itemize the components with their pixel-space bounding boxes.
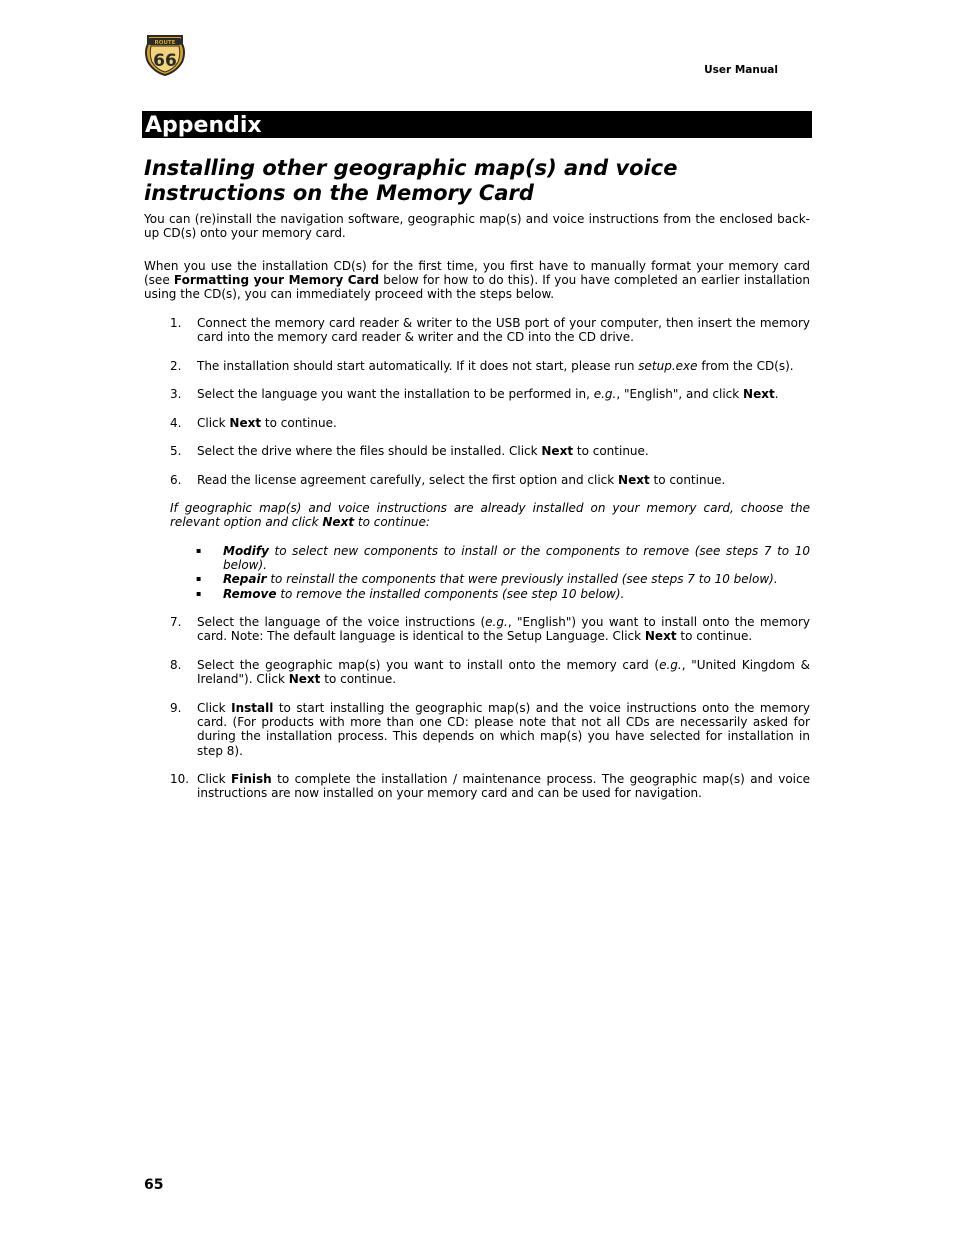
step-number: 9. — [170, 701, 182, 715]
finish-label: Finish — [231, 772, 272, 786]
step-text-part: . — [774, 387, 779, 401]
step-text-part: to continue. — [573, 444, 649, 458]
step-text-part: to continue. — [649, 473, 726, 487]
step-text — [197, 387, 810, 401]
step-number: 1. — [170, 316, 182, 330]
step-text-part: Select the drive where the files should be installed. Click — [197, 444, 542, 458]
step-text — [197, 444, 810, 458]
next-label: Next — [541, 444, 574, 458]
option-name: Modify — [223, 544, 269, 558]
step-text-part: to continue. — [261, 416, 337, 430]
option-description: to select new components to install or the components to remove (see steps 7 to 10 below). — [223, 544, 810, 573]
step-number: 7. — [170, 615, 182, 629]
step-text-part: from the CD(s). — [697, 359, 794, 373]
svg-text:66: 66 — [153, 51, 177, 71]
document-label: User Manual — [704, 64, 778, 76]
bullet-icon: ▪ — [196, 546, 202, 555]
step-text-part: , "United Kingdom & Ireland"). Click — [197, 658, 811, 687]
step-text-part: Select the language you want the installation to be performed in, — [197, 387, 594, 401]
example-abbrev: e.g. — [485, 615, 508, 629]
page-number: 65 — [144, 1177, 164, 1193]
step-text-part: Click — [197, 416, 230, 430]
step-text-part: Select the geographic map(s) you want to install onto the memory card ( — [197, 658, 660, 672]
format-paragraph-text-a: When you use the installation CD(s) for the first time, you first have to manually format your memory card (see — [144, 259, 810, 288]
option-text — [223, 544, 810, 572]
bullet-icon: ▪ — [196, 589, 202, 598]
step-text — [197, 473, 810, 487]
option-description: to reinstall the components that were previously installed (see steps 7 to 10 below). — [266, 572, 778, 586]
step-text-part: Read the license agreement carefully, select the first option and click — [197, 473, 619, 487]
step-text — [197, 658, 810, 686]
step-number: 5. — [170, 444, 182, 458]
step-text-part: to continue. — [676, 629, 753, 644]
next-label: Next — [644, 629, 677, 644]
option-text — [223, 587, 810, 601]
step-text — [197, 359, 810, 373]
next-label: Next — [618, 473, 650, 487]
step-number: 2. — [170, 359, 182, 373]
option-name: Remove — [223, 587, 277, 601]
example-abbrev: e.g. — [593, 387, 617, 401]
option-name: Repair — [223, 572, 267, 586]
svg-text:ROUTE: ROUTE — [154, 39, 176, 46]
step-text-part: to continue. — [320, 672, 397, 687]
next-label: Next — [288, 672, 321, 687]
step-text-part: , "English", and click — [616, 387, 744, 401]
step-text-part: , "English") you want to install onto the memory card. Note: The default language is identical to the Setup Language. Click — [197, 615, 810, 644]
step-text-part: to start installing the geographic map(s) and the voice instructions onto the memory card. (For products with more than one CD: please note that not all CDs are necessarily asked for during the installation process. This depends on which map(s) you have selected for installation in step 8). — [197, 701, 810, 758]
step-text — [197, 416, 810, 430]
step-text-part: The installation should start automatically. If it does not start, please run — [197, 359, 639, 373]
step-text — [197, 701, 810, 758]
filename-text: setup.exe — [638, 359, 698, 373]
page-title-line-2: instructions on the Memory Card — [144, 181, 534, 205]
format-paragraph — [144, 259, 810, 302]
note-text-a: If geographic map(s) and voice instructions are already installed on your memory card, choose the relevant option and click — [170, 501, 810, 530]
step-number: 6. — [170, 473, 182, 487]
step-number: 4. — [170, 416, 182, 430]
step-text-part: Select the language of the voice instructions ( — [197, 615, 486, 629]
option-text — [223, 572, 810, 586]
step-text — [197, 772, 810, 800]
step-text-part: Click — [197, 772, 232, 786]
next-label: Next — [743, 387, 775, 401]
step-text-part: Click — [197, 701, 232, 715]
step-number: 8. — [170, 658, 182, 672]
bullet-icon: ▪ — [196, 574, 202, 583]
example-abbrev: e.g. — [659, 658, 682, 672]
option-description: to remove the installed components (see step 10 below). — [276, 587, 625, 601]
step-text-part: Connect the memory card reader & writer to the USB port of your computer, then insert the memory card into the memory card reader & writer and the CD into the CD drive. — [197, 316, 810, 345]
page-title-line-1: Installing other geographic map(s) and voice — [144, 156, 678, 180]
step-text — [197, 615, 810, 643]
install-label: Install — [231, 701, 274, 715]
format-paragraph-text-b: below for how to do this). If you have completed an earlier installation using the CD(s), you can immediately proceed with the steps below. — [144, 273, 811, 302]
step-text — [197, 316, 810, 344]
next-label: Next — [229, 416, 262, 430]
step-text-part: to complete the installation / maintenance process. The geographic map(s) and voice instructions are now installed on your memory card and can be used for navigation. — [197, 772, 810, 801]
section-heading-bar: Appendix — [142, 111, 812, 138]
next-label: Next — [322, 515, 355, 530]
route-66-logo — [143, 32, 187, 76]
page-title — [144, 156, 814, 206]
step-number: 10. — [170, 772, 190, 786]
step-number: 3. — [170, 387, 182, 401]
existing-install-note — [170, 501, 810, 529]
note-text-b: to continue: — [354, 515, 430, 530]
format-link-text: Formatting your Memory Card — [173, 273, 380, 288]
intro-paragraph: You can (re)install the navigation software, geographic map(s) and voice instructions from the enclosed back-up CD(s) onto your memory card. — [144, 212, 810, 241]
